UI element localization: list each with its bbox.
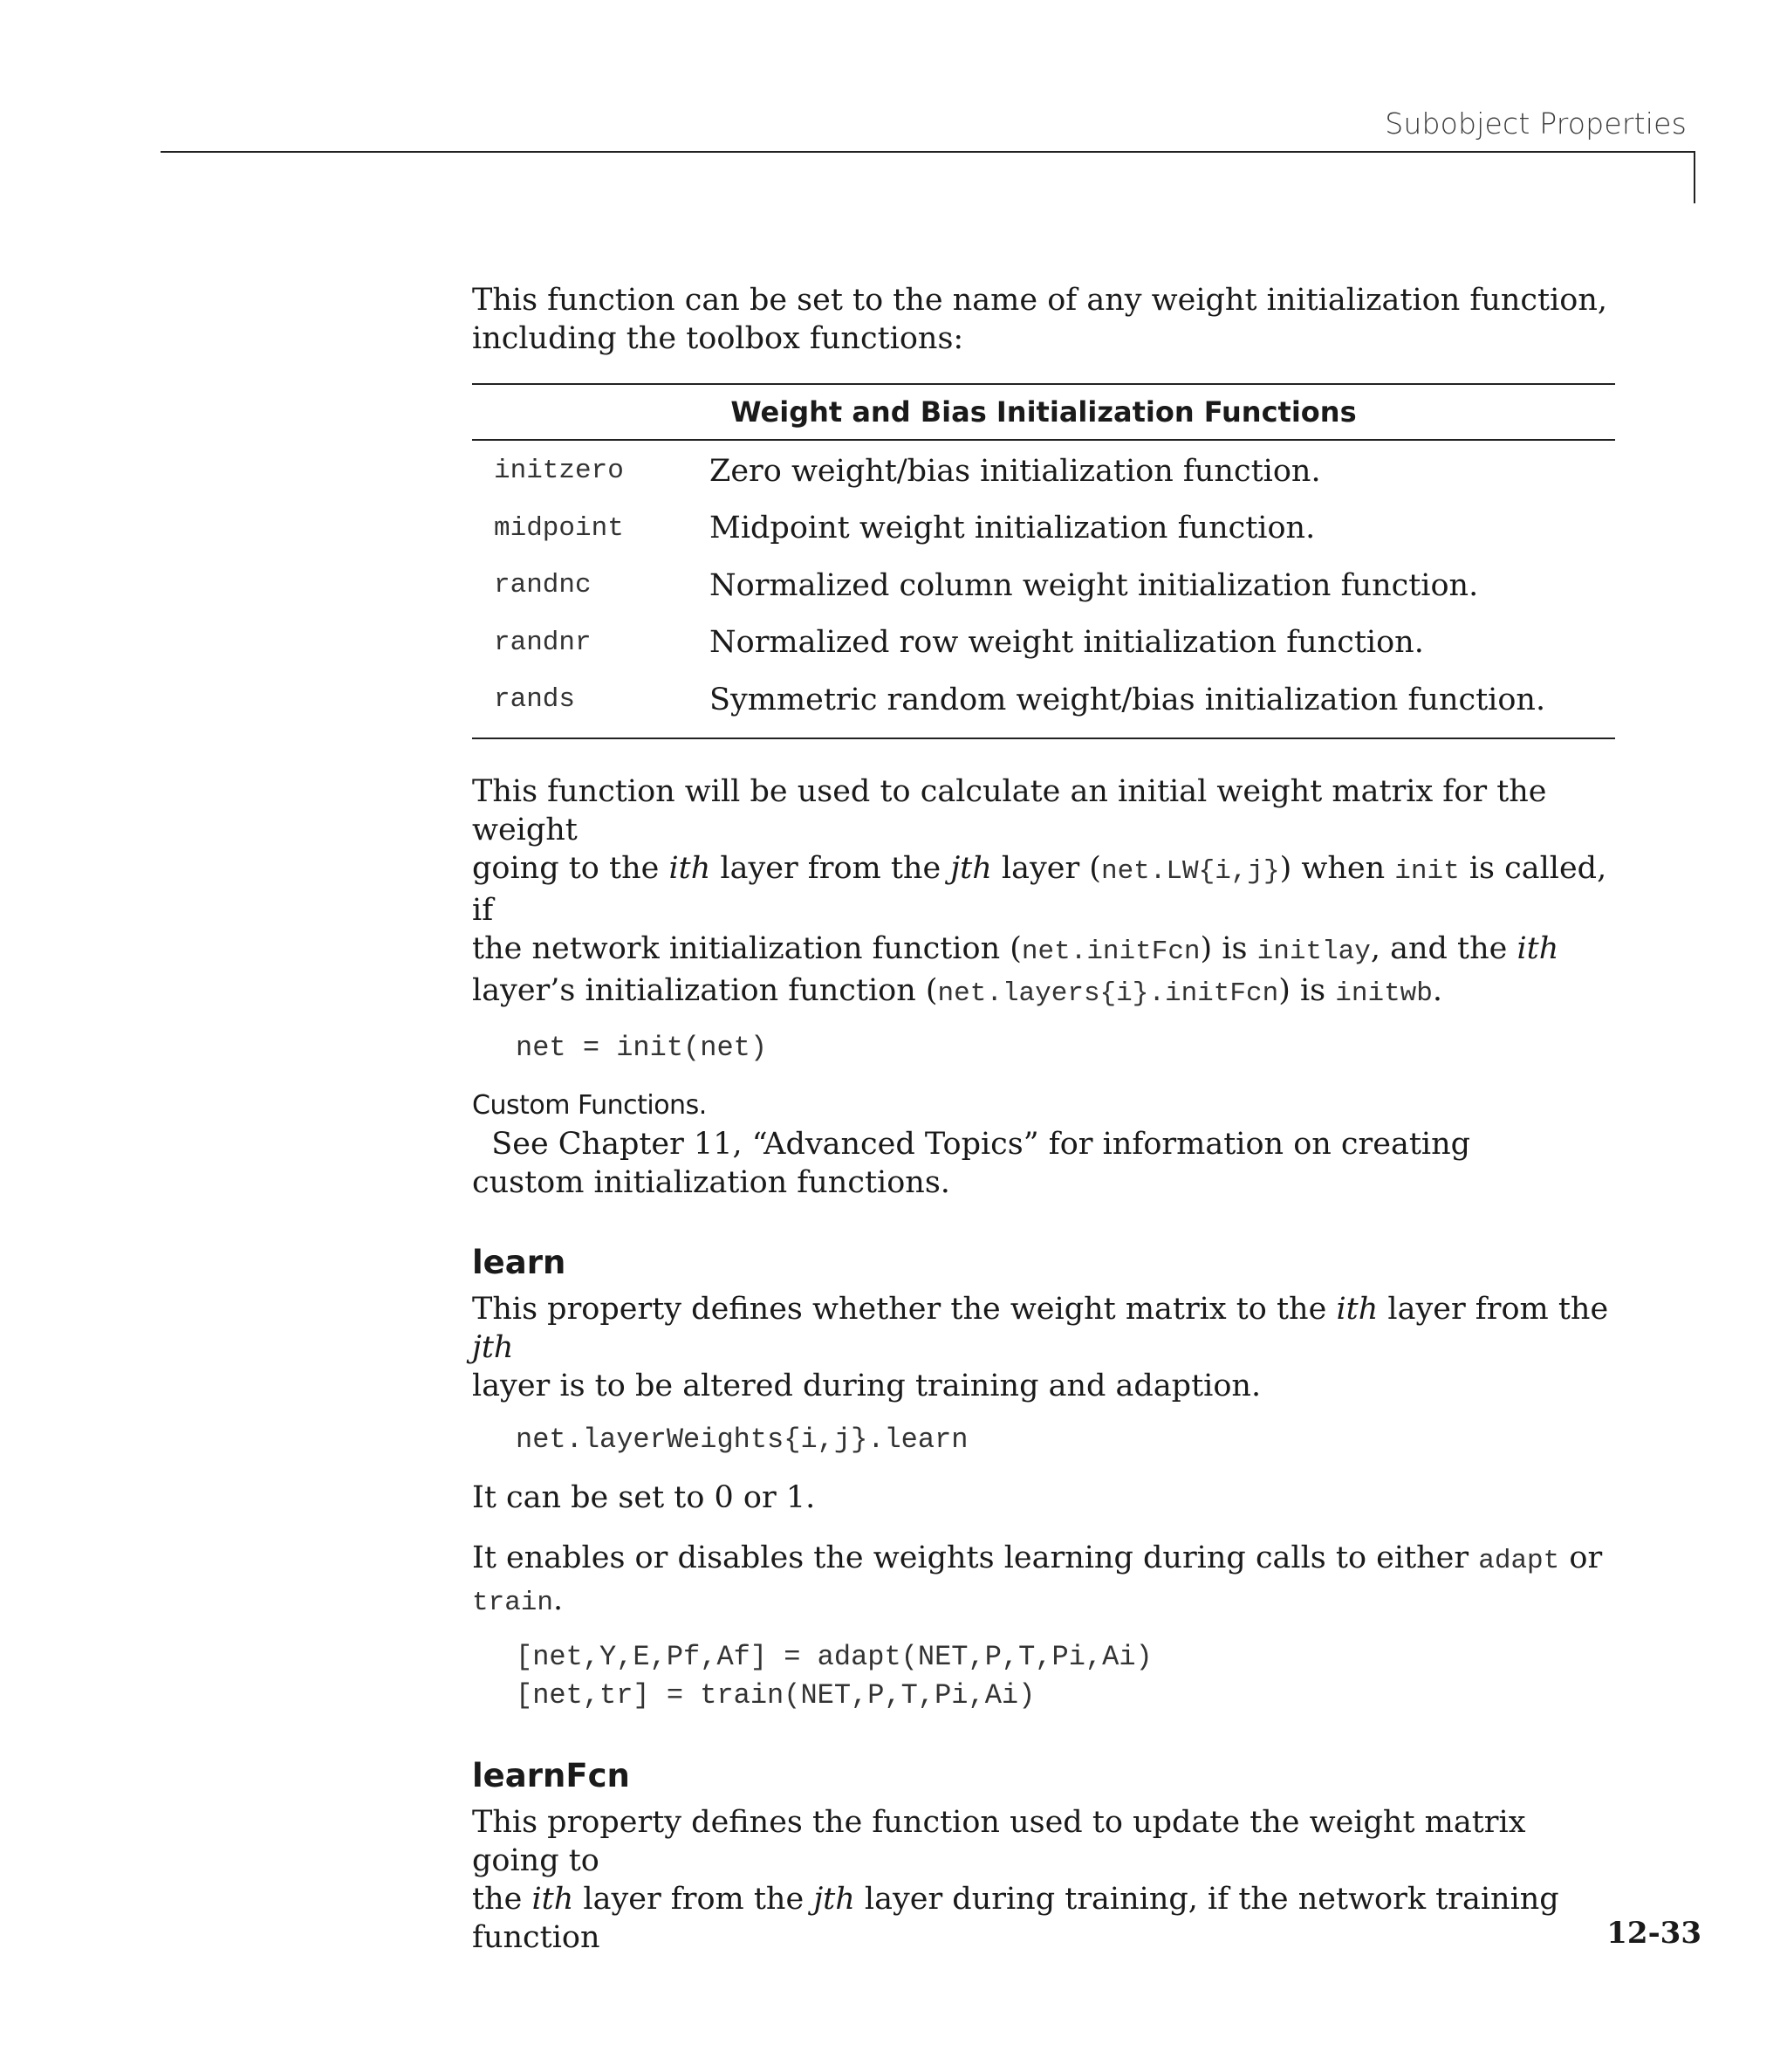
running-head: Subobject Properties bbox=[1385, 106, 1687, 141]
section-heading-learnfcn: learnFcn bbox=[472, 1756, 630, 1794]
inline-code: init bbox=[1394, 855, 1460, 887]
text-run: ) when bbox=[1279, 850, 1395, 886]
text-run: , and the bbox=[1370, 930, 1517, 966]
inline-code: initwb bbox=[1335, 978, 1433, 1009]
intro-line-2: including the toolbox functions: bbox=[472, 321, 964, 356]
italic-jth: jth bbox=[950, 850, 992, 886]
text-run: layer is to be altered during training and adaption. bbox=[472, 1368, 1262, 1403]
page-number: 12-33 bbox=[1606, 1916, 1701, 1951]
text-run: layer ( bbox=[991, 850, 1101, 886]
function-name: midpoint bbox=[494, 512, 624, 544]
custom-functions-runin: Custom Functions. bbox=[472, 1089, 707, 1121]
italic-ith: ith bbox=[668, 850, 711, 886]
function-description: Symmetric random weight/bias initialization function. bbox=[709, 682, 1546, 717]
table-row bbox=[472, 443, 1615, 500]
text-run: ) is bbox=[1278, 972, 1336, 1008]
italic-ith: ith bbox=[1336, 1291, 1379, 1327]
code-adapt-train: [net,Y,E,Pf,Af] = adapt(NET,P,T,Pi,Ai) [net,tr] = train(NET,P,T,Pi,Ai) bbox=[516, 1640, 1153, 1712]
text-run: . bbox=[1432, 972, 1443, 1008]
inline-code: train bbox=[472, 1587, 554, 1618]
text-run: layer during training, if the network training function bbox=[472, 1881, 1559, 1955]
inline-code: net.initFcn bbox=[1021, 936, 1201, 967]
inline-code: initlay bbox=[1256, 936, 1371, 967]
header-rule bbox=[161, 151, 1695, 153]
intro-paragraph bbox=[472, 281, 1615, 358]
inline-code: adapt bbox=[1478, 1545, 1560, 1576]
learn-set-paragraph: It can be set to 0 or 1. bbox=[472, 1479, 816, 1515]
text-run: layer from the bbox=[1378, 1291, 1609, 1327]
header-rule-tick bbox=[1694, 151, 1695, 203]
table-row bbox=[472, 557, 1615, 614]
table-row bbox=[472, 614, 1615, 672]
text-run: going to the bbox=[472, 850, 669, 886]
function-description: Zero weight/bias initialization function. bbox=[709, 453, 1321, 489]
text-run: layer from the bbox=[710, 850, 951, 886]
function-name: initzero bbox=[494, 456, 624, 487]
text-run: . bbox=[553, 1581, 564, 1617]
code-init-net: net = init(net) bbox=[516, 1031, 768, 1064]
function-description: Midpoint weight initialization function. bbox=[709, 511, 1316, 546]
custom-functions-paragraph bbox=[472, 1085, 1615, 1202]
text-run: ) is bbox=[1200, 930, 1257, 966]
table-title: Weight and Bias Initialization Functions bbox=[472, 385, 1615, 441]
table-row bbox=[472, 671, 1615, 729]
italic-jth: jth bbox=[472, 1329, 514, 1365]
text-run: layer from the bbox=[573, 1881, 814, 1917]
text-run: See Chapter 11, “Advanced Topics” for information on creating bbox=[472, 1126, 1471, 1162]
learn-paragraph bbox=[472, 1290, 1615, 1405]
function-name: randnr bbox=[494, 627, 592, 658]
text-run: This property defines the function used to update the weight matrix going to bbox=[472, 1804, 1526, 1878]
inline-code: net.LW{i,j} bbox=[1100, 855, 1280, 887]
function-description: Normalized column weight initialization function. bbox=[709, 567, 1479, 603]
italic-ith: ith bbox=[531, 1881, 574, 1917]
inline-code: net.layers{i}.initFcn bbox=[937, 978, 1279, 1009]
table-body bbox=[472, 441, 1615, 738]
calc-paragraph bbox=[472, 772, 1615, 1013]
text-run: custom initialization functions. bbox=[472, 1164, 950, 1200]
function-name: randnc bbox=[494, 570, 592, 601]
text-run: This property defines whether the weight matrix to the bbox=[472, 1291, 1337, 1327]
function-description: Normalized row weight initialization function. bbox=[709, 625, 1424, 661]
page-content bbox=[472, 281, 1615, 1957]
text-run: the network initialization function ( bbox=[472, 930, 1022, 966]
text-run: or bbox=[1559, 1540, 1603, 1575]
text-run: layer’s initialization function ( bbox=[472, 972, 938, 1008]
table-row bbox=[472, 500, 1615, 558]
init-functions-table bbox=[472, 383, 1615, 739]
text-run: is called, if bbox=[472, 850, 1607, 928]
learn-enables-paragraph bbox=[472, 1539, 1615, 1623]
italic-ith: ith bbox=[1517, 930, 1559, 966]
text-run: the bbox=[472, 1881, 532, 1917]
learnfcn-paragraph bbox=[472, 1803, 1615, 1957]
function-name: rands bbox=[494, 684, 576, 716]
intro-line-1: This function can be set to the name of any weight initialization function, bbox=[472, 283, 1608, 318]
section-heading-learn: learn bbox=[472, 1243, 566, 1281]
code-learn-property: net.layerWeights{i,j}.learn bbox=[516, 1423, 969, 1456]
text-run: It enables or disables the weights learning during calls to either bbox=[472, 1540, 1479, 1575]
text-run: This function will be used to calculate an initial weight matrix for the weight bbox=[472, 773, 1547, 847]
italic-jth: jth bbox=[813, 1881, 855, 1917]
